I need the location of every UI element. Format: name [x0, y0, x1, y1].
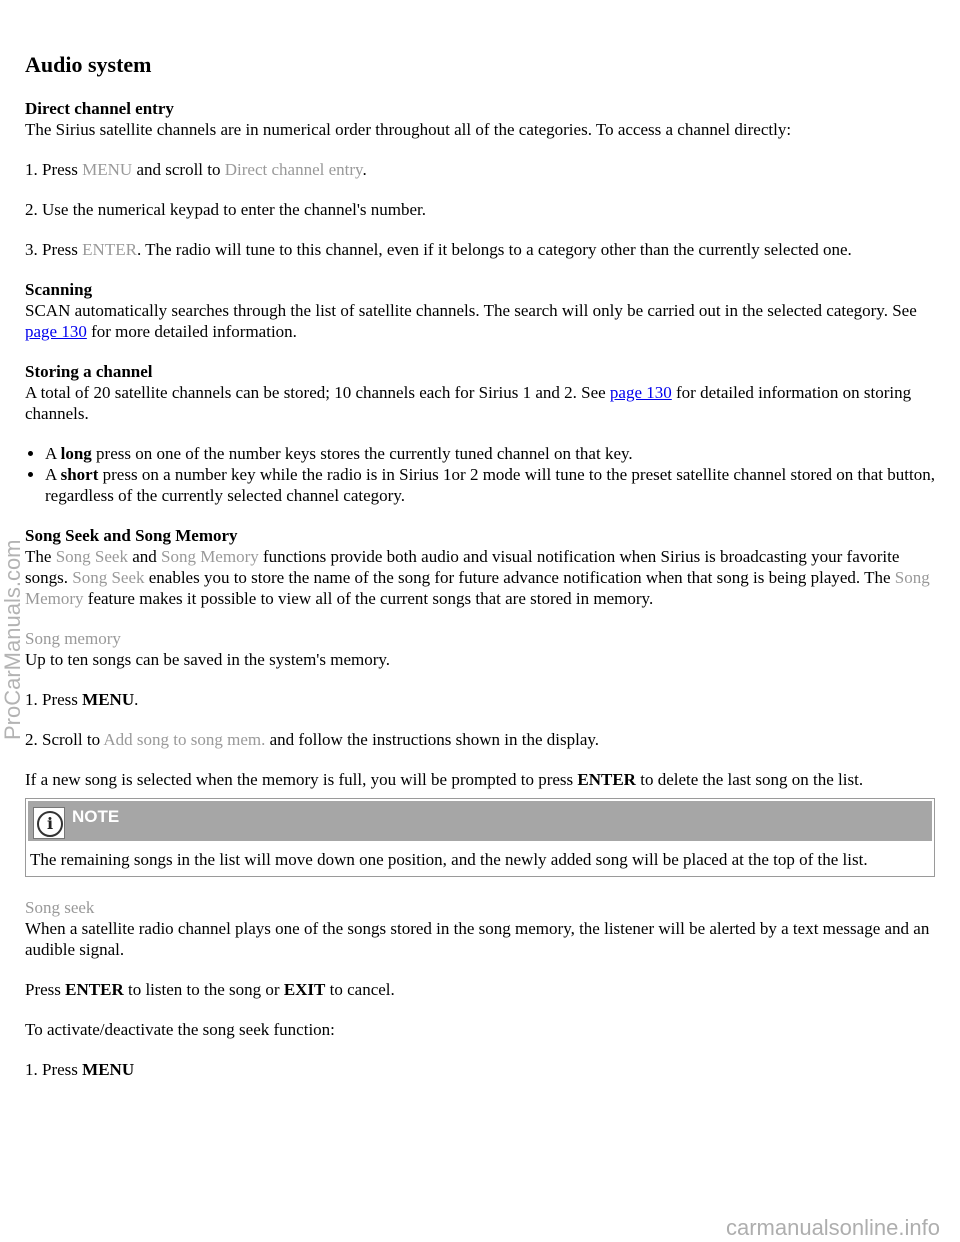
- direct-step-3: [25, 239, 935, 260]
- menu-item-term: Add song to song mem.: [103, 730, 266, 749]
- menu-term: MENU: [82, 160, 133, 179]
- text: 3. Press: [25, 240, 83, 259]
- text: to delete the last song on the list.: [635, 770, 864, 789]
- text: 1. Press: [25, 690, 83, 709]
- storing-heading: Storing a channel: [25, 362, 153, 381]
- direct-entry-intro: The Sirius satellite channels are in numerical order throughout all of the categories. To access a channel directly:: [25, 120, 792, 139]
- song-memory-heading: Song memory: [25, 629, 121, 648]
- text: press on a number key while the radio is in Sirius 1or 2 mode will tune to the preset satellite channel stored on that button, regardless of the currently selected channel category.: [45, 465, 935, 505]
- text: Press: [25, 980, 66, 999]
- bold-term: short: [60, 465, 99, 484]
- page-link[interactable]: page 130: [609, 383, 672, 402]
- bold-term: ENTER: [577, 770, 636, 789]
- song-seek-activate: To activate/deactivate the song seek function:: [25, 1020, 335, 1039]
- text: 1. Press: [25, 160, 83, 179]
- song-memory-step-2: [25, 729, 935, 750]
- text: The: [25, 547, 56, 566]
- text: and: [127, 547, 161, 566]
- list-item: [45, 443, 935, 464]
- enter-term: ENTER: [82, 240, 137, 259]
- text: feature makes it possible to view all of the current songs that are stored in memory.: [83, 589, 654, 608]
- text: to cancel.: [325, 980, 395, 999]
- text: for more detailed information.: [86, 322, 297, 341]
- term: Song Memory: [160, 547, 259, 566]
- text: A: [45, 444, 61, 463]
- song-seek-memory-heading: Song Seek and Song Memory: [25, 526, 238, 545]
- text: press on one of the number keys stores the currently tuned channel on that key.: [91, 444, 633, 463]
- bold-term: MENU: [82, 1060, 135, 1079]
- direct-entry-section: [25, 98, 935, 140]
- bold-term: ENTER: [65, 980, 124, 999]
- text: A: [45, 465, 61, 484]
- text: SCAN automatically searches through the list of satellite channels. The search will only be carried out in the selected category. See: [25, 301, 917, 320]
- note-label: NOTE: [72, 807, 120, 826]
- document-page: [25, 52, 935, 1099]
- note-box: [25, 798, 935, 877]
- text: functions provide both audio and visual notification when Sirius is broadcasting your favorite songs.: [25, 547, 900, 587]
- direct-step-1: [25, 159, 935, 180]
- side-watermark: ProCarManuals.com: [0, 539, 25, 740]
- bold-term: MENU: [82, 690, 135, 709]
- bold-term: EXIT: [283, 980, 326, 999]
- term: Song Seek: [72, 568, 145, 587]
- scanning-section: [25, 279, 935, 342]
- storing-list: [25, 443, 935, 506]
- song-seek-step-1: [25, 1059, 935, 1080]
- info-icon: i: [33, 807, 65, 839]
- text: and follow the instructions shown in the display.: [265, 730, 600, 749]
- text: .: [362, 160, 367, 179]
- term: Song Seek: [55, 547, 128, 566]
- term: Song Memory: [25, 568, 930, 608]
- song-seek-section: [25, 897, 935, 960]
- song-memory-section: [25, 628, 935, 670]
- storing-section: [25, 361, 935, 424]
- song-seek-press: [25, 979, 935, 1000]
- text: Up to ten songs can be saved in the system's memory.: [25, 650, 391, 669]
- scanning-heading: Scanning: [25, 280, 93, 299]
- text: for detailed information on storing channels.: [25, 383, 912, 423]
- note-header: [28, 801, 932, 841]
- page-link[interactable]: page 130: [25, 322, 87, 341]
- text: to listen to the song or: [123, 980, 284, 999]
- menu-item-term: Direct channel entry: [224, 160, 363, 179]
- list-item: [45, 464, 935, 506]
- footer-watermark: carmanualsonline.info: [725, 1215, 940, 1240]
- text: A total of 20 satellite channels can be stored; 10 channels each for Sirius 1 and 2. See: [25, 383, 610, 402]
- text: enables you to store the name of the song for future advance notification when that song is being played. The: [144, 568, 895, 587]
- song-seek-heading: Song seek: [25, 898, 95, 917]
- text: and scroll to: [132, 160, 225, 179]
- song-memory-step-1: [25, 689, 935, 710]
- direct-entry-heading: Direct channel entry: [25, 99, 174, 118]
- text: .: [134, 690, 139, 709]
- text: 1. Press: [25, 1060, 83, 1079]
- text: If a new song is selected when the memory is full, you will be prompted to press: [25, 770, 578, 789]
- song-seek-memory-section: [25, 525, 935, 609]
- song-memory-full: [25, 769, 935, 790]
- bold-term: long: [60, 444, 92, 463]
- text: 2. Scroll to: [25, 730, 104, 749]
- text: . The radio will tune to this channel, even if it belongs to a category other than the currently selected one.: [136, 240, 852, 259]
- direct-step-2: 2. Use the numerical keypad to enter the channel's number.: [25, 200, 427, 219]
- text: When a satellite radio channel plays one of the songs stored in the song memory, the listener will be alerted by a text message and an audible signal.: [25, 919, 930, 959]
- page-title: Audio system: [25, 52, 152, 77]
- note-text: The remaining songs in the list will move down one position, and the newly added song will be placed at the top of the list.: [30, 850, 868, 869]
